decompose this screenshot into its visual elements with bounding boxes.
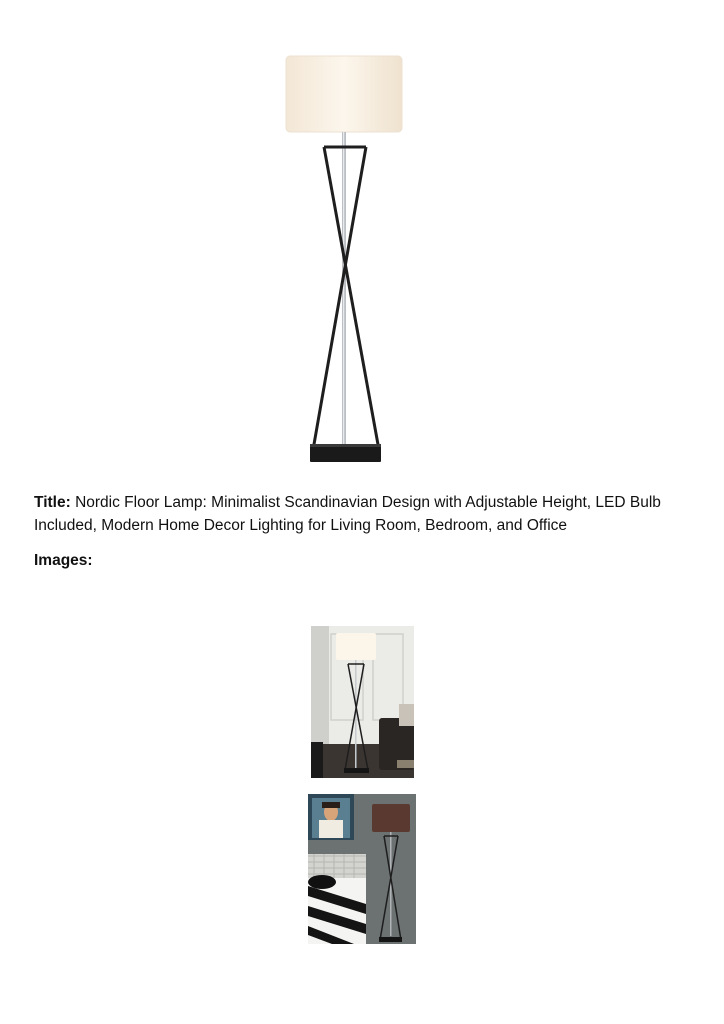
product-main-image xyxy=(276,50,416,470)
images-heading: Images: xyxy=(34,552,93,569)
bedroom-photo xyxy=(308,794,416,944)
floor-lamp-illustration xyxy=(276,50,416,470)
living-room-photo xyxy=(311,626,414,778)
product-title xyxy=(34,491,694,537)
title-text: Nordic Floor Lamp: Minimalist Scandinavian Design with Adjustable Height, LED Bulb Included, Modern Home Decor Lighting for Living Room, Bedroom, and Office xyxy=(34,494,661,534)
product-image-bedroom[interactable] xyxy=(308,794,416,944)
product-image-living-room[interactable] xyxy=(311,626,414,778)
title-label: Title: xyxy=(34,494,71,511)
